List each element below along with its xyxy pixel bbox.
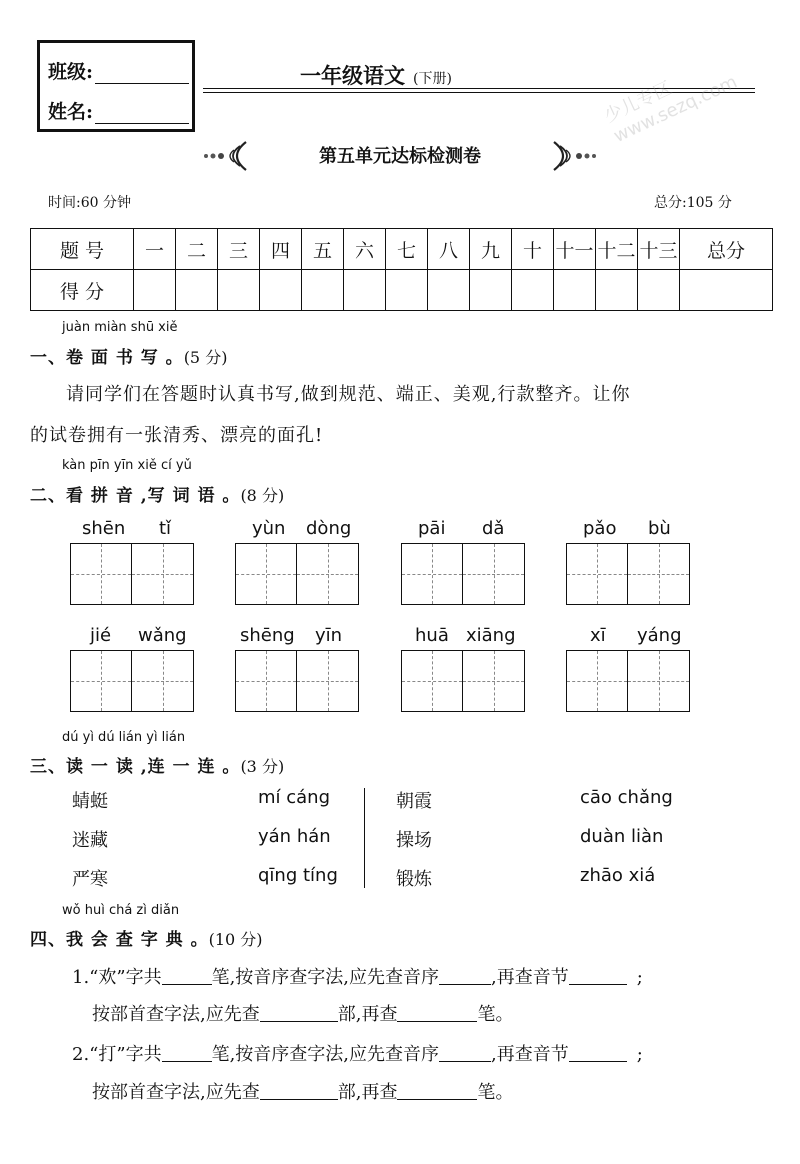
tianzige-word4[interactable] — [566, 543, 690, 605]
title-rule-top — [203, 88, 755, 89]
q1-text-c: ,再查音节 — [491, 967, 569, 988]
score-cell[interactable] — [554, 270, 596, 311]
score-cell[interactable] — [260, 270, 302, 311]
title-rule-bottom — [203, 92, 755, 93]
word2-pinyin1: yùn — [252, 518, 286, 539]
section3-pinyin: dú yì dú lián yì lián — [62, 730, 186, 745]
q2-radical-blank[interactable] — [260, 1081, 338, 1100]
section3-points: (3 分) — [240, 757, 285, 776]
section2-points: (8 分) — [240, 486, 285, 505]
word5-pinyin1: jié — [90, 625, 112, 646]
word3-pinyin1: pāi — [418, 518, 446, 539]
question2-line2 — [92, 1078, 513, 1104]
match-right-word-2[interactable]: 操场 — [396, 830, 432, 851]
tianzige-word8[interactable] — [566, 650, 690, 712]
section2-heading — [30, 481, 284, 506]
score-cell[interactable] — [176, 270, 218, 311]
q2-text-f: 部,再查 — [337, 1082, 398, 1103]
score-cell[interactable] — [512, 270, 554, 311]
col-6: 六 — [344, 229, 386, 270]
word7-pinyin1: huā — [415, 625, 449, 646]
q1-text-e: 按部首查字法,应先查 — [92, 1004, 260, 1025]
word7-pinyin2: xiāng — [466, 625, 516, 646]
total-column-label: 总分 — [680, 229, 773, 270]
word6-pinyin1: shēng — [240, 625, 295, 646]
score-table-score-row — [31, 270, 773, 311]
section1-points: (5 分) — [183, 348, 228, 367]
col-3: 三 — [218, 229, 260, 270]
q1-text-d: ; — [636, 967, 643, 988]
section2-title: 二、看 拼 音 ,写 词 语 。 — [30, 486, 241, 506]
tianzige-word7[interactable] — [401, 650, 525, 712]
col-10: 十 — [512, 229, 554, 270]
q2-text-a: 2.“打”字共 — [72, 1044, 162, 1065]
word2-pinyin2: dòng — [306, 518, 352, 539]
section3-title: 三、读 一 读 ,连 一 连 。 — [30, 757, 241, 777]
col-12: 十二 — [596, 229, 638, 270]
score-cell[interactable] — [344, 270, 386, 311]
word3-pinyin2: dǎ — [482, 518, 505, 539]
match-left-word-3[interactable]: 严寒 — [72, 869, 108, 890]
score-table — [30, 228, 773, 311]
q1-initial-blank[interactable] — [439, 966, 491, 985]
student-info-box — [37, 40, 195, 132]
name-field — [48, 97, 189, 124]
section1-title: 一、卷 面 书 写 。 — [30, 348, 184, 368]
section4-points: (10 分) — [208, 930, 263, 949]
word8-pinyin2: yáng — [637, 625, 682, 646]
time-label: 时间:60 分钟 — [48, 195, 131, 211]
score-table-header-row — [31, 229, 773, 270]
match-left-pinyin-3[interactable]: qīng tíng — [258, 865, 338, 886]
section1-pinyin: juàn miàn shū xiě — [62, 320, 178, 335]
word4-pinyin2: bù — [648, 518, 671, 539]
tianzige-word6[interactable] — [235, 650, 359, 712]
q1-text-f: 部,再查 — [337, 1004, 398, 1025]
section3-heading — [30, 752, 284, 777]
score-label: 得 分 — [31, 270, 134, 311]
match-left-word-2[interactable]: 迷藏 — [72, 830, 108, 851]
word1-pinyin2: tǐ — [159, 518, 172, 539]
col-13: 十三 — [638, 229, 680, 270]
match-right-word-1[interactable]: 朝霞 — [396, 791, 432, 812]
q2-text-c: ,再查音节 — [491, 1044, 569, 1065]
word1-pinyin1: shēn — [82, 518, 126, 539]
q2-initial-blank[interactable] — [439, 1043, 491, 1062]
match-right-pinyin-1[interactable]: cāo chǎng — [580, 787, 673, 808]
score-cell[interactable] — [470, 270, 512, 311]
score-cell[interactable] — [134, 270, 176, 311]
volume-label: (下册) — [413, 71, 452, 87]
col-5: 五 — [302, 229, 344, 270]
unit-banner — [198, 138, 602, 174]
match-right-pinyin-2[interactable]: duàn liàn — [580, 826, 664, 847]
score-cell[interactable] — [302, 270, 344, 311]
section4-pinyin: wǒ huì chá zì diǎn — [62, 903, 180, 918]
name-blank[interactable] — [95, 105, 189, 124]
section4-title: 四、我 会 查 字 典 。 — [30, 930, 209, 950]
q1-syllable-blank[interactable] — [569, 966, 627, 985]
question1-line1 — [72, 963, 643, 989]
total-score-label: 总分:105 分 — [654, 195, 732, 211]
score-cell[interactable] — [638, 270, 680, 311]
q1-stroke-count-blank[interactable] — [162, 966, 212, 985]
col-2: 二 — [176, 229, 218, 270]
class-blank[interactable] — [95, 65, 189, 84]
col-8: 八 — [428, 229, 470, 270]
col-9: 九 — [470, 229, 512, 270]
section4-heading — [30, 925, 263, 950]
col-11: 十一 — [554, 229, 596, 270]
match-right-word-3[interactable]: 锻炼 — [396, 869, 432, 890]
unit-title: 第五单元达标检测卷 — [319, 146, 481, 167]
section1-heading — [30, 343, 227, 368]
name-label: 姓名: — [48, 101, 94, 123]
q2-text-d: ; — [636, 1044, 643, 1065]
q1-radical-blank[interactable] — [260, 1003, 338, 1022]
score-cell[interactable] — [218, 270, 260, 311]
watermark-text: 少儿专区 www.sezq.com — [601, 71, 741, 148]
word8-pinyin1: xī — [590, 625, 606, 646]
q2-stroke-count-blank[interactable] — [162, 1043, 212, 1062]
q2-text-b: 笔,按音序查字法,应先查音序 — [211, 1044, 440, 1065]
tianzige-word3[interactable] — [401, 543, 525, 605]
q1-text-a: 1.“欢”字共 — [72, 967, 162, 988]
score-cell[interactable] — [386, 270, 428, 311]
match-right-pinyin-3[interactable]: zhāo xiá — [580, 865, 656, 886]
tianzige-word2[interactable] — [235, 543, 359, 605]
col-1: 一 — [134, 229, 176, 270]
q1-text-b: 笔,按音序查字法,应先查音序 — [211, 967, 440, 988]
match-left-pinyin-1[interactable]: mí cáng — [258, 787, 331, 808]
q2-text-e: 按部首查字法,应先查 — [92, 1082, 260, 1103]
score-cell[interactable] — [428, 270, 470, 311]
match-divider — [364, 788, 365, 888]
q2-syllable-blank[interactable] — [569, 1043, 627, 1062]
word5-pinyin2: wǎng — [138, 625, 187, 646]
tianzige-word5[interactable] — [70, 650, 194, 712]
question2-line1 — [72, 1040, 643, 1066]
subject-title: 一年级语文 — [300, 63, 405, 88]
word4-pinyin1: pǎo — [583, 518, 617, 539]
question1-line2 — [92, 1000, 513, 1026]
watermark — [599, 20, 800, 147]
section1-text-line2: 的试卷拥有一张清秀、漂亮的面孔! — [30, 425, 324, 446]
q1-text-g: 笔。 — [477, 1004, 514, 1025]
q2-text-g: 笔。 — [477, 1082, 514, 1103]
col-7: 七 — [386, 229, 428, 270]
class-label: 班级: — [48, 61, 94, 83]
col-4: 四 — [260, 229, 302, 270]
q1-remaining-strokes-blank[interactable] — [397, 1003, 477, 1022]
score-cell[interactable] — [596, 270, 638, 311]
match-left-pinyin-2[interactable]: yán hán — [258, 826, 331, 847]
section1-text-line1: 请同学们在答题时认真书写,做到规范、端正、美观,行款整齐。让你 — [66, 384, 631, 405]
class-field — [48, 57, 189, 84]
word6-pinyin2: yīn — [315, 625, 343, 646]
question-number-label: 题 号 — [31, 229, 134, 270]
match-left-word-1[interactable]: 蜻蜓 — [72, 791, 108, 812]
tianzige-word1[interactable] — [70, 543, 194, 605]
total-score-cell[interactable] — [680, 270, 773, 311]
section2-pinyin: kàn pīn yīn xiě cí yǔ — [62, 458, 192, 473]
q2-remaining-strokes-blank[interactable] — [397, 1081, 477, 1100]
page-title — [300, 60, 452, 90]
